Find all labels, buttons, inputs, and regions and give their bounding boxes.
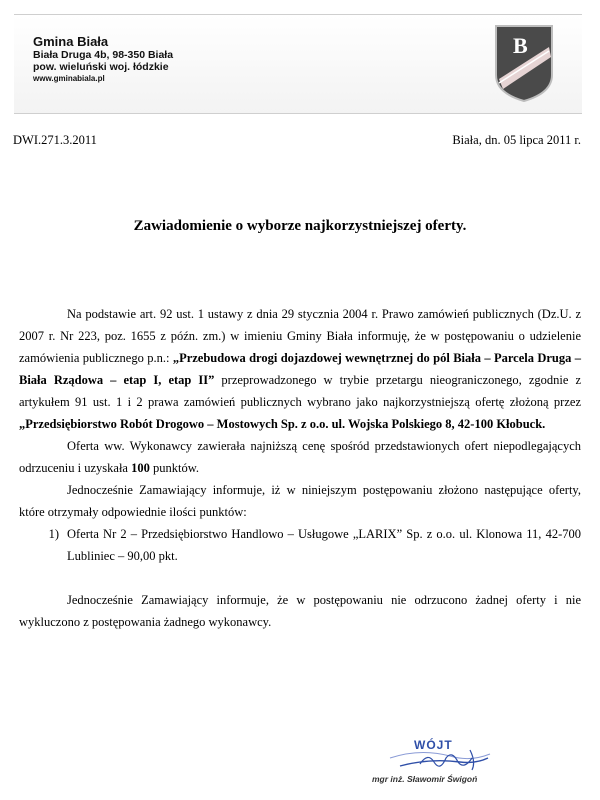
- stamp-title: WÓJT: [414, 738, 453, 752]
- offers-list: [19, 523, 581, 567]
- p1-text-b: przeprowadzonego w trybie przetargu nieograniczonego, zgodnie z artykułem 91 ust. 1 i 2 prawa zamówień publicznych wybrano jako najkorzystniejszą ofertę złożoną przez: [19, 373, 581, 409]
- p2-text-a: Oferta ww. Wykonawcy zawierała najniższą cenę spośród przedstawionych ofert niepodlegających odrzuceniu i uzyskała: [19, 439, 581, 475]
- letterhead-text: [33, 34, 173, 84]
- paragraph-4: Jednocześnie Zamawiający informuje, że w postępowaniu nie odrzucono żadnej oferty i nie wykluczono z postępowania żadnego wykonawcy.: [19, 593, 581, 629]
- paragraph-3: Jednocześnie Zamawiający informuje, iż w niniejszym postępowaniu złożono następujące oferty, które otrzymały odpowiednie ilości punktów:: [19, 483, 581, 519]
- paragraph-2: [19, 435, 581, 479]
- letter-body: [19, 303, 581, 633]
- org-name: Gmina Biała: [33, 34, 109, 49]
- org-website: www.gminabiala.pl: [33, 74, 105, 83]
- page-title: Zawiadomienie o wyborze najkorzystniejszej oferty.: [133, 218, 467, 234]
- project-name: „Przebudowa drogi dojazdowej wewnętrznej do pól Biała – Parcela Druga – Biała Rządowa – etap I, etap II”: [19, 351, 582, 387]
- letterhead: [14, 14, 582, 114]
- points-value: 100: [131, 461, 150, 475]
- reference-number: DWI.271.3.2011: [13, 133, 97, 147]
- winning-bidder: „Przedsiębiorstwo Robót Drogowo – Mostowych Sp. z o.o. ul. Wojska Polskiego 8, 42-100 Kłobuck.: [19, 417, 546, 431]
- list-item-number: 1): [48, 527, 59, 541]
- p2-text-b: punktów.: [149, 461, 200, 475]
- crest-icon: [493, 23, 555, 103]
- org-district: pow. wieluński woj. łódzkie: [33, 61, 169, 73]
- org-address: Biała Druga 4b, 98-350 Biała: [33, 49, 174, 61]
- place-date: Biała, dn. 05 lipca 2011 r.: [452, 133, 581, 147]
- crest-letter: B: [513, 33, 528, 58]
- signer-name: mgr inż. Sławomir Świgoń: [372, 774, 478, 784]
- paragraph-1: [19, 303, 581, 435]
- list-item-text: Oferta Nr 2 – Przedsiębiorstwo Handlowo – Usługowe „LARIX” Sp. z o.o. ul. Klonowa 11, 42-700 Lubliniec – 90,00 pkt.: [67, 527, 581, 563]
- p1-text-a: Na podstawie art. 92 ust. 1 ustawy z dnia 29 stycznia 2004 r. Prawo zamówień publicznych (Dz.U. z 2007 r. Nr 223, poz. 1655 z późn. zm.) w imieniu Gminy Biała informuję, że w postępowaniu o udzielenie zamówienia publicznego p.n.:: [19, 307, 581, 365]
- list-item: [19, 523, 581, 567]
